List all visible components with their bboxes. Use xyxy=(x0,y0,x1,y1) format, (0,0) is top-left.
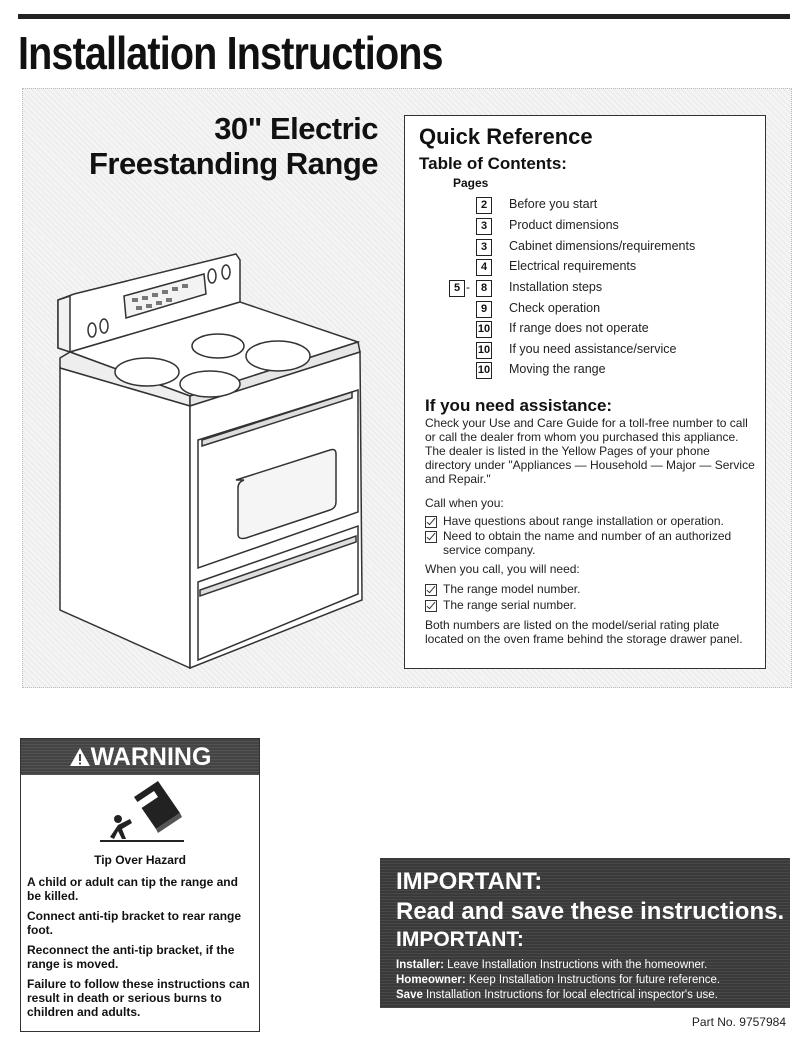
page-range-dash: - xyxy=(466,280,470,294)
checkbox-icon xyxy=(425,600,437,612)
important-heading-2: IMPORTANT: xyxy=(396,928,524,951)
warning-text: Connect anti-tip bracket to rear range foot. xyxy=(27,909,242,937)
important-note-text: Leave Installation Instructions with the homeowner. xyxy=(443,959,708,971)
toc-item xyxy=(405,320,765,340)
toc-item xyxy=(405,217,765,237)
toc-title: Table of Contents: xyxy=(419,154,567,173)
important-note-text: Keep Installation Instructions for future reference. xyxy=(465,974,721,986)
warning-header-text: WARNING xyxy=(90,743,212,771)
page-number: 10 xyxy=(476,342,492,359)
toc-item-label: Electrical requirements xyxy=(509,259,637,273)
document-title: Installation Instructions xyxy=(18,27,443,79)
toc-item-label: Check operation xyxy=(509,301,601,315)
checklist-item-text: The range model number. xyxy=(443,582,581,596)
toc-item-label: Moving the range xyxy=(509,362,606,376)
call-when-label: Call when you: xyxy=(425,496,504,510)
toc-item xyxy=(405,279,765,299)
toc-item-label: Cabinet dimensions/requirements xyxy=(509,239,696,253)
checklist-item xyxy=(425,582,763,596)
assistance-footer: Both numbers are listed on the model/serial rating plate located on the oven frame behind the storage drawer panel. xyxy=(425,618,743,646)
range-illustration xyxy=(40,250,380,670)
important-box xyxy=(380,858,790,1008)
important-note xyxy=(396,989,718,1001)
page-number: 4 xyxy=(476,259,492,276)
checklist-item-text: The range serial number. xyxy=(443,598,577,612)
warning-triangle-icon xyxy=(69,747,91,767)
page-number: 3 xyxy=(476,218,492,235)
toc-item-label: Installation steps xyxy=(509,280,603,294)
important-note-who: Installer: xyxy=(396,959,444,971)
product-title-line2: Freestanding Range xyxy=(89,145,378,181)
important-note-who: Homeowner: xyxy=(396,974,466,986)
page-number: 10 xyxy=(476,321,492,338)
important-note-text: Installation Instructions for local electrical inspector's use. xyxy=(422,989,718,1001)
page-number: 10 xyxy=(476,362,492,379)
assistance-title: If you need assistance: xyxy=(425,396,613,415)
checkbox-icon xyxy=(425,516,437,528)
warning-text: Reconnect the anti-tip bracket, if the range is moved. xyxy=(27,943,235,971)
quick-reference-box xyxy=(404,115,766,669)
toc-item xyxy=(405,258,765,278)
product-title-line1: 30" Electric xyxy=(214,111,378,146)
important-note xyxy=(396,974,720,986)
warning-text: Failure to follow these instructions can result in death or serious burns to children and adults. xyxy=(27,977,250,1019)
warning-text: A child or adult can tip the range and be killed. xyxy=(27,875,238,903)
toc-item-label: If range does not operate xyxy=(509,321,649,335)
toc-item xyxy=(405,361,765,381)
toc-item-label: Product dimensions xyxy=(509,218,619,232)
checklist-item-text: Need to obtain the name and number of an authorized service company. xyxy=(443,529,732,557)
checklist-item xyxy=(425,529,763,557)
quick-reference-title: Quick Reference xyxy=(419,124,593,149)
important-note-who: Save xyxy=(396,989,423,1001)
toc-item xyxy=(405,196,765,216)
checklist-item-text: Have questions about range installation or operation. xyxy=(443,514,724,528)
part-number: Part No. 9757984 xyxy=(691,1015,786,1029)
product-title xyxy=(89,112,378,181)
checklist-item xyxy=(425,598,763,612)
assistance-intro: Check your Use and Care Guide for a toll-free number to call or call the dealer from whom you purchased this appliance. The dealer is listed in the Yellow Pages of your phone directory under "Appliances — Household — Major — Service and Repair." xyxy=(425,416,755,486)
tip-over-icon xyxy=(96,779,186,847)
page-number-start: 5 xyxy=(449,280,465,297)
need-label: When you call, you will need: xyxy=(425,562,580,576)
page-number: 2 xyxy=(476,197,492,214)
page-number: 3 xyxy=(476,239,492,256)
hazard-title: Tip Over Hazard xyxy=(94,853,186,867)
toc-item-label: Before you start xyxy=(509,197,598,211)
important-heading: IMPORTANT: xyxy=(396,868,543,895)
page-number: 8 xyxy=(476,280,492,297)
checklist-item xyxy=(425,514,763,528)
checkbox-icon xyxy=(425,531,437,543)
toc-item xyxy=(405,341,765,361)
pages-label: Pages xyxy=(453,176,489,190)
warning-box xyxy=(20,738,260,1032)
warning-header xyxy=(21,739,259,775)
toc-item xyxy=(405,238,765,258)
important-subheading: Read and save these instructions. xyxy=(396,898,785,925)
important-note xyxy=(396,959,707,971)
page-number: 9 xyxy=(476,301,492,318)
toc-item xyxy=(405,300,765,320)
toc-item-label: If you need assistance/service xyxy=(509,342,677,356)
top-rule xyxy=(18,14,790,19)
checkbox-icon xyxy=(425,584,437,596)
